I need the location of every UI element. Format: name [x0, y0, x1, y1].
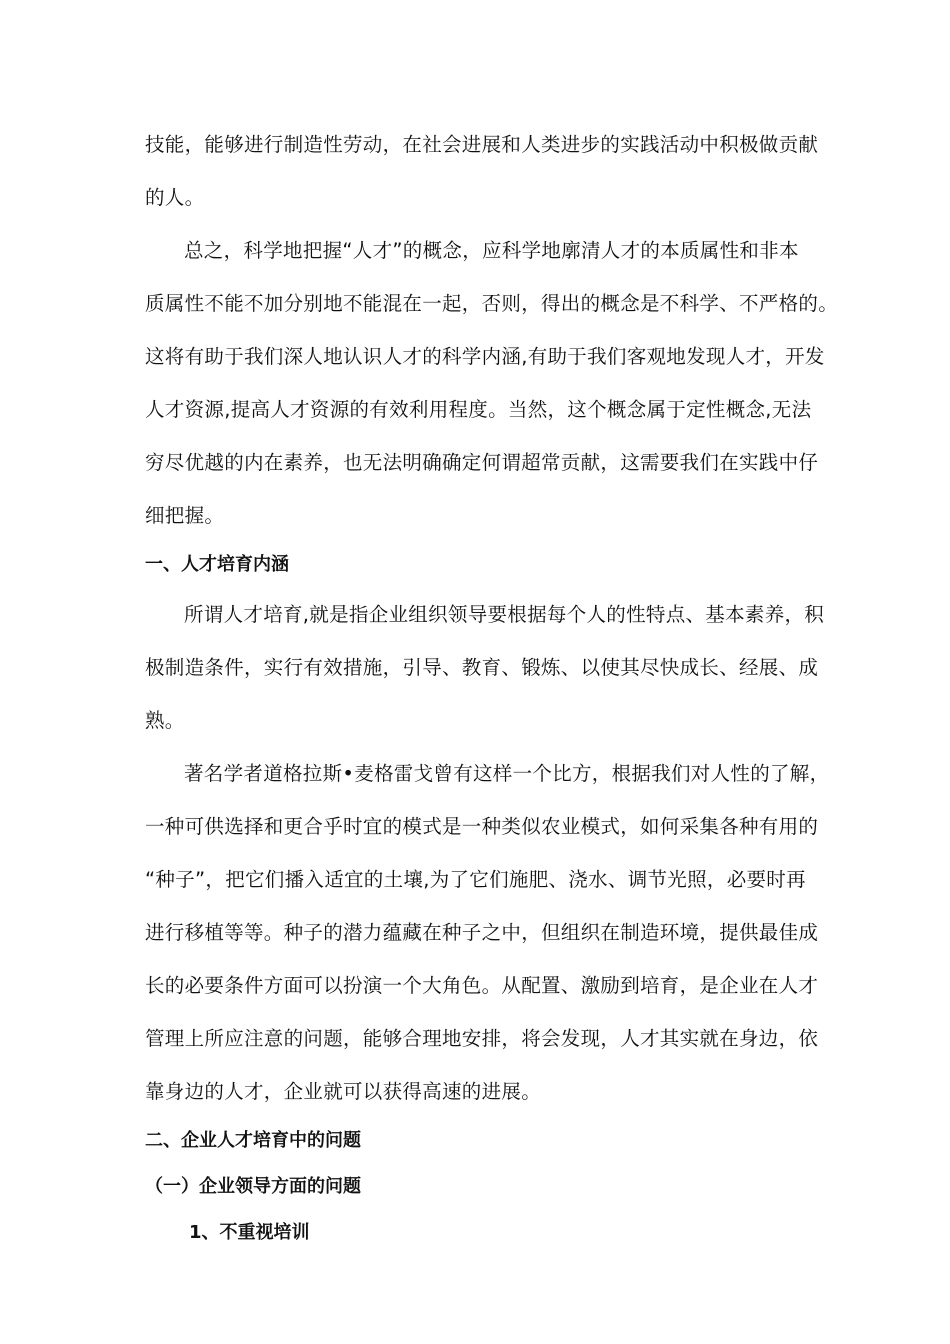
text-line: 细把握。	[145, 504, 225, 527]
paragraph-first-line: 著名学者道格拉斯•麦格雷戈曾有这样一个比方，根据我们对人性的了解，	[184, 762, 830, 785]
paragraph-first-line: 所谓人才培育,就是指企业组织领导要根据每个人的性特点、基本素养，积	[184, 603, 825, 626]
text-line: 技能，能够进行制造性劳动，在社会进展和人类进步的实践活动中积极做贡献	[145, 133, 819, 156]
section-heading: 一、人才培育内涵	[145, 554, 289, 575]
subsection-heading: （一）企业领导方面的问题	[145, 1176, 361, 1197]
text-line: 这将有助于我们深人地认识人才的科学内涵,有助于我们客观地发现人才，开发	[145, 345, 825, 368]
numbered-item-heading: 1、不重视培训	[189, 1222, 310, 1243]
text-line: 质属性不能不加分别地不能混在一起，否则，得出的概念是不科学、不严格的。	[145, 292, 839, 315]
text-line: 一种可供选择和更合乎时宜的模式是一种类似农业模式，如何采集各种有用的	[145, 815, 819, 838]
text-line: “种子”，把它们播入适宜的土壤,为了它们施肥、浇水、调节光照，必要时再	[145, 868, 806, 891]
text-line: 长的必要条件方面可以扮演一个大角色。从配置、激励到培育，是企业在人才	[145, 974, 819, 997]
section-heading: 二、企业人才培育中的问题	[145, 1130, 361, 1151]
document-page	[145, 118, 839, 1256]
text-line: 的人。	[145, 186, 205, 209]
paragraph-first-line: 总之，科学地把握“人才”的概念，应科学地廓清人才的本质属性和非本	[184, 239, 799, 262]
text-line: 极制造条件，实行有效措施，引导、教育、锻炼、以使其尽快成长、经展、成	[145, 656, 819, 679]
text-line: 靠身边的人才，企业就可以获得高速的进展。	[145, 1080, 542, 1103]
text-line: 熟。	[145, 709, 185, 732]
text-line: 穷尽优越的内在素养，也无法明确确定何谓超常贡献，这需要我们在实践中仔	[145, 451, 819, 474]
text-line: 人才资源,提高人才资源的有效利用程度。当然，这个概念属于定性概念,无法	[145, 398, 812, 421]
text-line: 进行移植等等。种子的潜力蕴藏在种子之中，但组织在制造环境，提供最佳成	[145, 921, 819, 944]
text-line: 管理上所应注意的问题，能够合理地安排，将会发现，人才其实就在身边，依	[145, 1027, 819, 1050]
